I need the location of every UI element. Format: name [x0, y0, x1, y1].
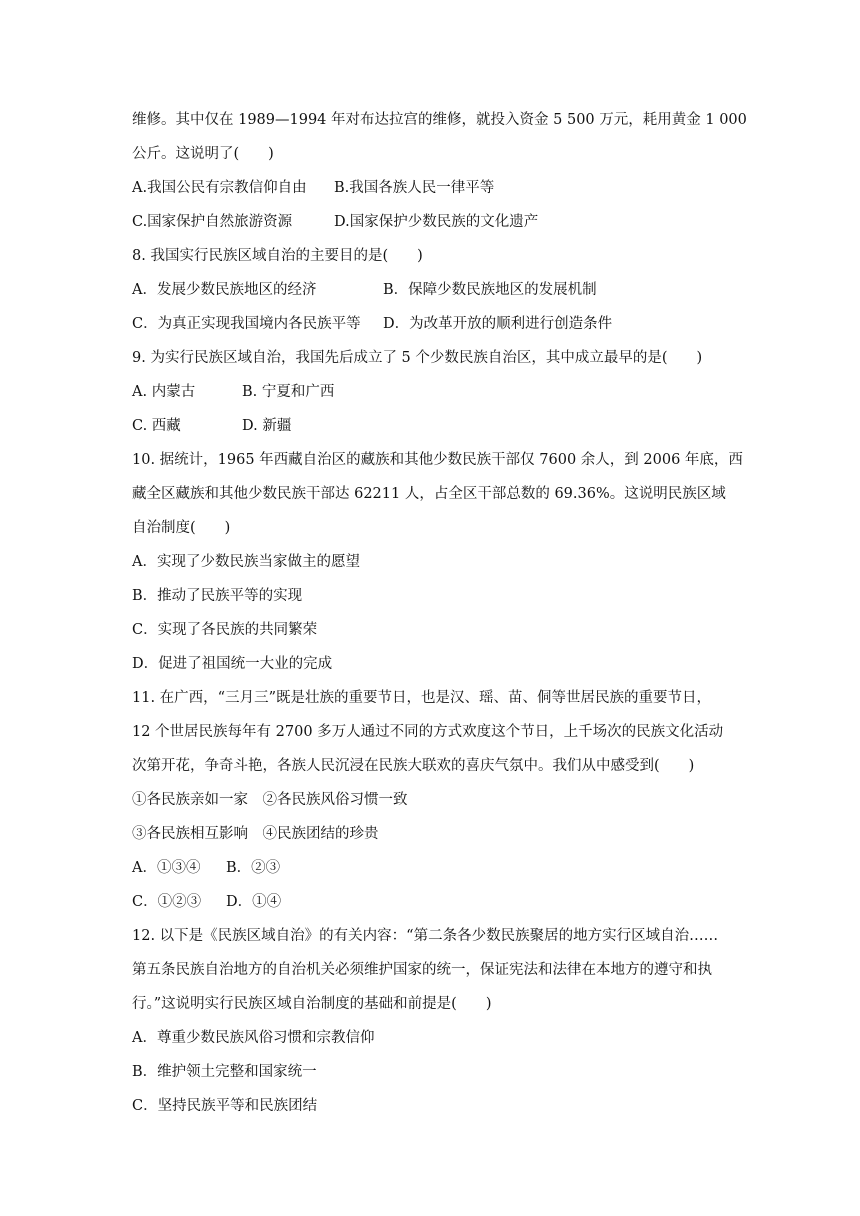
q9-option-c: C. 西藏 — [132, 418, 181, 434]
q10-option-c: C．实现了各民族的共同繁荣 — [132, 622, 318, 638]
q12-stem-line-2: 第五条民族自治地方的自治机关必须维护国家的统一，保证宪法和法律在本地方的遵守和执 — [132, 962, 712, 978]
q10-stem-line-3: 自治制度( ) — [132, 520, 231, 536]
q12-option-a: A．尊重少数民族风俗习惯和宗教信仰 — [132, 1030, 375, 1046]
q11-stem-line-1: 11. 在广西，“三月三”既是壮族的重要节日，也是汉、瑶、苗、侗等世居民族的重要节日， — [132, 690, 711, 706]
q10-option-b: B．推动了民族平等的实现 — [132, 588, 303, 604]
q12-stem-line-3: 行。”这说明实行民族区域自治制度的基础和前提是( ) — [132, 996, 492, 1012]
q8-options-row-1 — [132, 273, 732, 307]
q7-options-row-1 — [132, 171, 732, 205]
q8-option-a: A．发展少数民族地区的经济 — [132, 282, 317, 298]
q11-stem-line-3: 次第开花，争奇斗艳，各族人民沉浸在民族大联欢的喜庆气氛中。我们从中感受到( ) — [132, 758, 695, 774]
q11-statements-2: ③各民族相互影响 ④民族团结的珍贵 — [132, 826, 379, 842]
q8-option-b: B．保障少数民族地区的发展机制 — [383, 282, 597, 298]
q11-option-d: D．①④ — [226, 894, 282, 910]
q7-line-2: 公斤。这说明了( ) — [132, 146, 274, 162]
q8-option-d: D．为改革开放的顺利进行创造条件 — [383, 316, 613, 332]
q7-option-d: D.国家保护少数民族的文化遗产 — [334, 214, 539, 230]
q11-option-a: A．①③④ — [132, 860, 201, 876]
q11-options-row-1 — [132, 851, 732, 885]
q9-options-row-2 — [132, 409, 732, 443]
q10-stem-line-2: 藏全区藏族和其他少数民族干部达 62211 人，占全区干部总数的 69.36%。这说明民族区域 — [132, 486, 726, 502]
q9-option-d: D. 新疆 — [242, 418, 292, 434]
exam-page — [132, 103, 747, 1123]
q7-options-row-2 — [132, 205, 732, 239]
q10-option-d: D．促进了祖国统一大业的完成 — [132, 656, 333, 672]
q9-option-a: A. 内蒙古 — [132, 384, 196, 400]
q12-option-c: C．坚持民族平等和民族团结 — [132, 1098, 318, 1114]
q11-stem-line-2: 12 个世居民族每年有 2700 多万人通过不同的方式欢度这个节日，上千场次的民族文化活动 — [132, 724, 724, 740]
q11-options-row-2 — [132, 885, 732, 919]
q8-stem: 8. 我国实行民族区域自治的主要目的是( ) — [132, 248, 423, 264]
q7-option-c: C.国家保护自然旅游资源 — [132, 214, 293, 230]
q7-option-a: A.我国公民有宗教信仰自由 — [132, 180, 307, 196]
q8-options-row-2 — [132, 307, 732, 341]
q10-stem-line-1: 10. 据统计，1965 年西藏自治区的藏族和其他少数民族干部仅 7600 余人，到 2006 年底，西 — [132, 452, 743, 468]
q7-option-b: B.我国各族人民一律平等 — [334, 180, 495, 196]
q12-stem-line-1: 12. 以下是《民族区域自治》的有关内容：“第二条各少数民族聚居的地方实行区域自治…… — [132, 928, 719, 944]
q9-options-row-1 — [132, 375, 732, 409]
q12-option-b: B．维护领土完整和国家统一 — [132, 1064, 317, 1080]
q11-option-b: B．②③ — [226, 860, 281, 876]
q7-line-1: 维修。其中仅在 1989—1994 年对布达拉宫的维修，就投入资金 5 500 万元，耗用黄金 1 000 — [132, 112, 747, 128]
q10-option-a: A．实现了少数民族当家做主的愿望 — [132, 554, 360, 570]
q11-option-c: C．①②③ — [132, 894, 202, 910]
q9-option-b: B. 宁夏和广西 — [242, 384, 335, 400]
q11-statements-1: ①各民族亲如一家 ②各民族风俗习惯一致 — [132, 792, 408, 808]
q8-option-c: C．为真正实现我国境内各民族平等 — [132, 316, 361, 332]
q9-stem: 9. 为实行民族区域自治，我国先后成立了 5 个少数民族自治区，其中成立最早的是( ) — [132, 350, 703, 366]
